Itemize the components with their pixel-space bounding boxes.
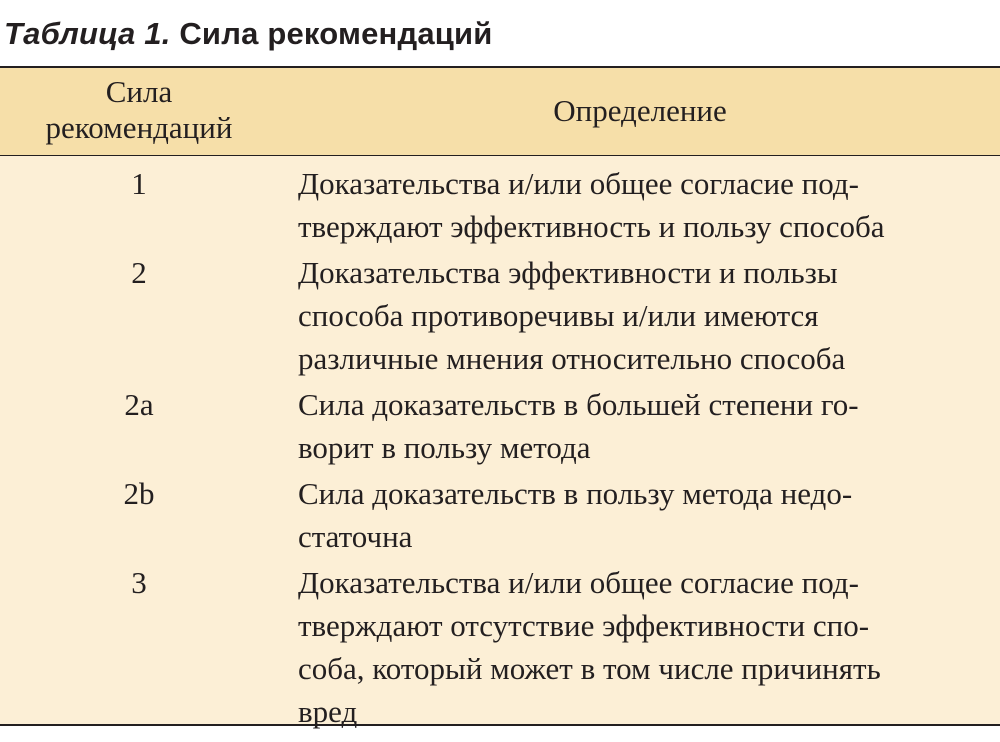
table-row <box>0 383 1000 469</box>
table-caption-title: Сила рекомендаций <box>179 16 493 51</box>
definition-line: Сила доказательств в пользу метода недо- <box>298 476 853 511</box>
definition-cell <box>298 251 988 380</box>
header-strength-line1: Сила <box>105 74 173 109</box>
table-row <box>0 162 1000 248</box>
definition-line: способа противоречивы и/или имеются <box>298 298 819 333</box>
table-header <box>0 68 1000 156</box>
definition-line: Сила доказательств в большей степени го- <box>298 387 859 422</box>
table-row <box>0 561 1000 733</box>
table-caption-label: Таблица 1. <box>4 16 171 51</box>
header-definition: Определение <box>553 93 727 128</box>
header-strength <box>8 74 270 146</box>
definition-line: различные мнения относительно способа <box>298 341 846 376</box>
definition-line: соба, который может в том числе причинять <box>298 651 881 686</box>
table-row <box>0 251 1000 380</box>
definition-cell <box>298 162 988 248</box>
table-row <box>0 472 1000 558</box>
definition-line: Доказательства и/или общее согласие под- <box>298 166 859 201</box>
table-caption <box>4 10 493 58</box>
strength-level-cell: 2a <box>124 387 154 422</box>
definition-line: Доказательства эффективности и пользы <box>298 255 838 290</box>
strength-level-cell: 3 <box>131 565 147 600</box>
definition-line: статочна <box>298 519 413 554</box>
table-body <box>0 162 1000 736</box>
definition-cell <box>298 472 988 558</box>
definition-line: Доказательства и/или общее согласие под- <box>298 565 859 600</box>
definition-line: тверждают эффективность и пользу способа <box>298 209 885 244</box>
recommendation-strength-table <box>0 66 1000 729</box>
definition-line: вред <box>298 694 358 729</box>
strength-level-cell: 2b <box>123 476 155 511</box>
header-strength-line2: рекомендаций <box>45 110 233 145</box>
definition-line: ворит в пользу метода <box>298 430 591 465</box>
definition-cell <box>298 383 988 469</box>
strength-level-cell: 2 <box>131 255 147 290</box>
definition-cell <box>298 561 988 733</box>
strength-level-cell: 1 <box>131 166 147 201</box>
definition-line: тверждают отсутствие эффективности спо- <box>298 608 870 643</box>
